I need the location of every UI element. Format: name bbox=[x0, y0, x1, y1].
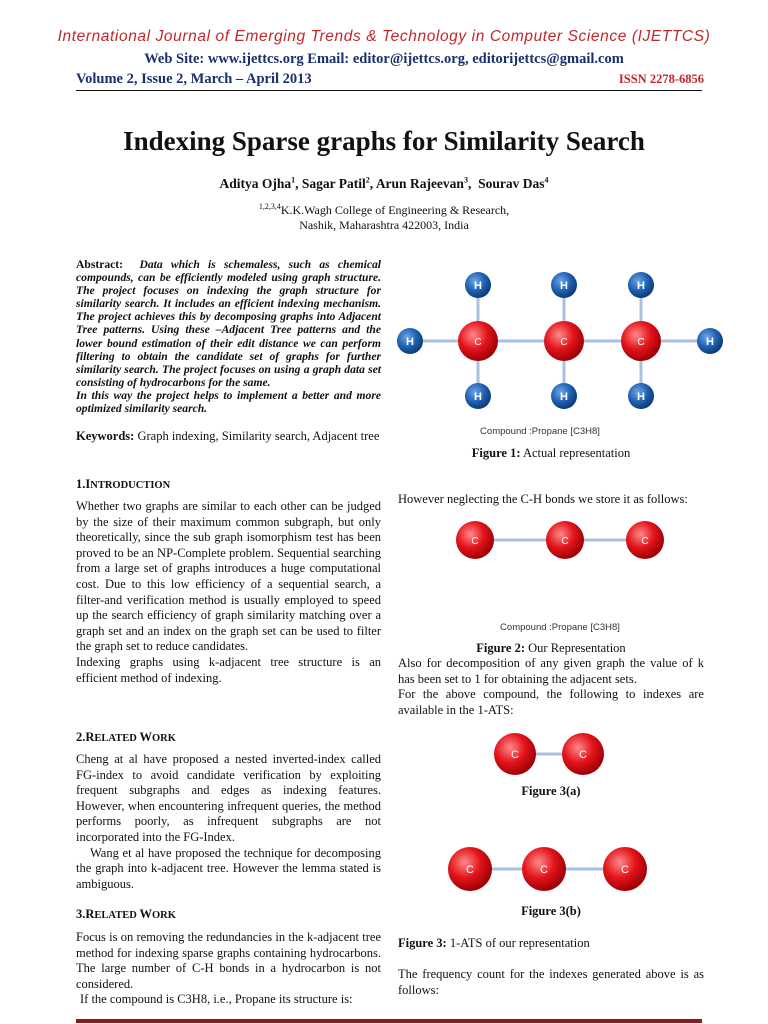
figure-1-compound-label: Compound :Propane [C3H8] bbox=[480, 426, 600, 437]
author: Arun Rajeevan bbox=[375, 176, 464, 191]
section-2-heading bbox=[76, 730, 176, 745]
paper-title: Indexing Sparse graphs for Similarity Search bbox=[123, 126, 645, 156]
journal-title: International Journal of Emerging Trends & Technology in Computer Science (IJETTCS) bbox=[57, 28, 711, 45]
atom-label: H bbox=[560, 391, 568, 403]
author: Aditya Ojha bbox=[219, 176, 292, 191]
section-initial: W bbox=[139, 730, 152, 744]
abstract-label: Abstract: bbox=[76, 258, 124, 271]
author: Sourav Das bbox=[478, 176, 545, 191]
journal-issn: ISSN 2278-6856 bbox=[618, 72, 704, 86]
section-initial: W bbox=[139, 907, 152, 921]
paragraph: Focus is on removing the redundancies in the k-adjacent tree method for indexing sparse graphs containing hydrocarbons. The large number of C-H bonds in a hydrocarbon is not considered. bbox=[76, 930, 381, 991]
figure-label: Figure 3: bbox=[398, 936, 447, 950]
keywords-label: Keywords: bbox=[76, 429, 135, 443]
section-initial: I bbox=[85, 477, 91, 491]
atom-label: C bbox=[637, 337, 645, 348]
affiliation-sup: 1,2,3,4 bbox=[258, 202, 281, 211]
author-separator: , bbox=[295, 176, 302, 191]
section-1-body bbox=[76, 499, 381, 686]
section-rest: ORK bbox=[151, 910, 176, 921]
paragraph: Wang et al have proposed the technique for decomposing the graph into k-adjacent tree. However the lemma stated is ambiguous. bbox=[76, 845, 381, 891]
section-2-body bbox=[76, 752, 381, 892]
author-separator: , bbox=[467, 176, 479, 191]
figure-2-caption bbox=[398, 641, 704, 656]
atom-label: H bbox=[406, 336, 414, 348]
atom-label: H bbox=[637, 280, 645, 292]
figure-1-propane-structure bbox=[396, 268, 726, 440]
atom-label: C bbox=[474, 337, 482, 348]
section-rest: ELATED bbox=[94, 733, 140, 744]
author-sup: 4 bbox=[544, 175, 549, 185]
section-rest: NTRODUCTION bbox=[90, 480, 171, 491]
affiliation-line2: Nashik, Maharashtra 422003, India bbox=[299, 218, 469, 232]
author: Sagar Patil bbox=[301, 176, 366, 191]
atom-label: H bbox=[706, 336, 714, 348]
affiliation bbox=[0, 203, 768, 233]
figure-label: Figure 1: bbox=[471, 446, 521, 460]
section-3-heading bbox=[76, 907, 176, 922]
keywords-text: Graph indexing, Similarity search, Adjacent tree bbox=[137, 429, 380, 443]
section-number: 3. bbox=[76, 907, 86, 921]
affiliation-line1: K.K.Wagh College of Engineering & Research, bbox=[280, 203, 510, 217]
paragraph: For the above compound, the following to indexes are available in the 1-ATS: bbox=[398, 687, 704, 717]
atom-label: C bbox=[471, 536, 479, 547]
figure-3b-caption: Figure 3(b) bbox=[521, 904, 581, 918]
abstract-text-2: In this way the project helps to implement a better and more optimized similarity search. bbox=[76, 388, 381, 416]
figure-caption-text: Actual representation bbox=[522, 446, 631, 460]
atom-label: H bbox=[474, 280, 482, 292]
atom-label: C bbox=[621, 864, 629, 876]
atom-label: H bbox=[560, 280, 568, 292]
atom-label: H bbox=[637, 391, 645, 403]
abstract-text: Data which is schemaless, such as chemical compounds, can be efficiently modeled using graph structure. The project focuses on indexing the graph structure for similarity search. It includes an efficient indexing mechanism. The project achieves this by decomposing graphs into Adjacent Tree patterns. Using these –Adjacent Tree patterns and the lower bound estimation of their edit distance we can perform filtering to obtain the candidate set of graphs for further similarity search. The project focuses on using a graph data set consisting of hydrocarbons for the same. bbox=[76, 258, 382, 389]
figure-1-caption bbox=[398, 446, 704, 461]
author-list bbox=[0, 176, 768, 192]
keywords bbox=[76, 429, 381, 445]
section-number: 1. bbox=[76, 477, 86, 491]
figure-2-carbon-chain bbox=[440, 520, 680, 636]
author-sup: 1 bbox=[291, 175, 296, 185]
figure-caption-text: 1-ATS of our representation bbox=[449, 936, 590, 950]
section-initial: R bbox=[85, 730, 95, 744]
paragraph-neglecting: However neglecting the C-H bonds we store it as follows: bbox=[398, 492, 688, 506]
section-3-body bbox=[76, 930, 381, 1008]
figure-3-caption bbox=[398, 936, 704, 952]
atom-label: C bbox=[466, 864, 474, 876]
author-sup: 2 bbox=[365, 175, 370, 185]
section-1-heading bbox=[76, 477, 170, 492]
journal-website: Web Site: www.ijettcs.org Email: editor@ijettcs.org, editorijettcs@gmail.com bbox=[144, 51, 624, 67]
journal-volume: Volume 2, Issue 2, March – April 2013 bbox=[76, 71, 312, 87]
paragraph-decomposition bbox=[398, 656, 704, 718]
paragraph: Indexing graphs using k-adjacent tree structure is an efficient method of indexing. bbox=[76, 654, 381, 685]
atom-label: C bbox=[511, 749, 519, 761]
paragraph: Whether two graphs are similar to each other can be judged by the size of their maximum common subgraph, but only theoretically, since the sub graph isomorphism test has been proved to be an NP-Complete problem. Sequential searching from a large set of graphs introduces a huge computational cost. Due to this low efficiency of a sequential search, a filter-and verification method is usually employed to speed up the search efficiency of graph similarity matching over a graph set and an index on the graph set can be used to filter the graph set to reduce candidates. bbox=[76, 499, 381, 654]
atom-label: C bbox=[560, 337, 568, 348]
figure-3b-three-carbon bbox=[440, 842, 650, 898]
atom-label: H bbox=[474, 391, 482, 403]
figure-label: Figure 2: bbox=[476, 641, 526, 655]
section-rest: ELATED bbox=[94, 910, 140, 921]
atom-label: C bbox=[641, 536, 649, 547]
figure-2-compound-label: Compound :Propane [C3H8] bbox=[500, 622, 620, 633]
footer-rule bbox=[76, 1019, 702, 1023]
section-rest: ORK bbox=[151, 733, 176, 744]
atom-label: C bbox=[561, 536, 569, 547]
atom-label: C bbox=[540, 864, 548, 876]
section-initial: R bbox=[85, 907, 95, 921]
abstract bbox=[76, 258, 381, 415]
paragraph: Cheng at al have proposed a nested inverted-index called FG-index to avoid candidate verification by exploiting frequent subgraphs and edges as indexing features. However, when encountering infrequent queries, the method performs poorly, as infrequent subgraphs are not incorporated into the FG-Index. bbox=[76, 752, 381, 844]
header-rule bbox=[76, 90, 702, 91]
figure-3a-two-carbon bbox=[485, 730, 615, 780]
paragraph: If the compound is C3H8, i.e., Propane its structure is: bbox=[80, 992, 353, 1007]
author-sup: 3 bbox=[463, 175, 468, 185]
section-number: 2. bbox=[76, 730, 86, 744]
author-separator: , bbox=[369, 176, 376, 191]
paragraph: Also for decomposition of any given graph the value of k has been set to 1 for obtaining the adjacent sets. bbox=[398, 656, 704, 686]
paragraph-frequency: The frequency count for the indexes generated above is as follows: bbox=[398, 967, 704, 997]
atom-label: C bbox=[579, 749, 587, 761]
figure-3a-caption: Figure 3(a) bbox=[521, 784, 581, 798]
figure-caption-text: Our Representation bbox=[528, 641, 626, 655]
